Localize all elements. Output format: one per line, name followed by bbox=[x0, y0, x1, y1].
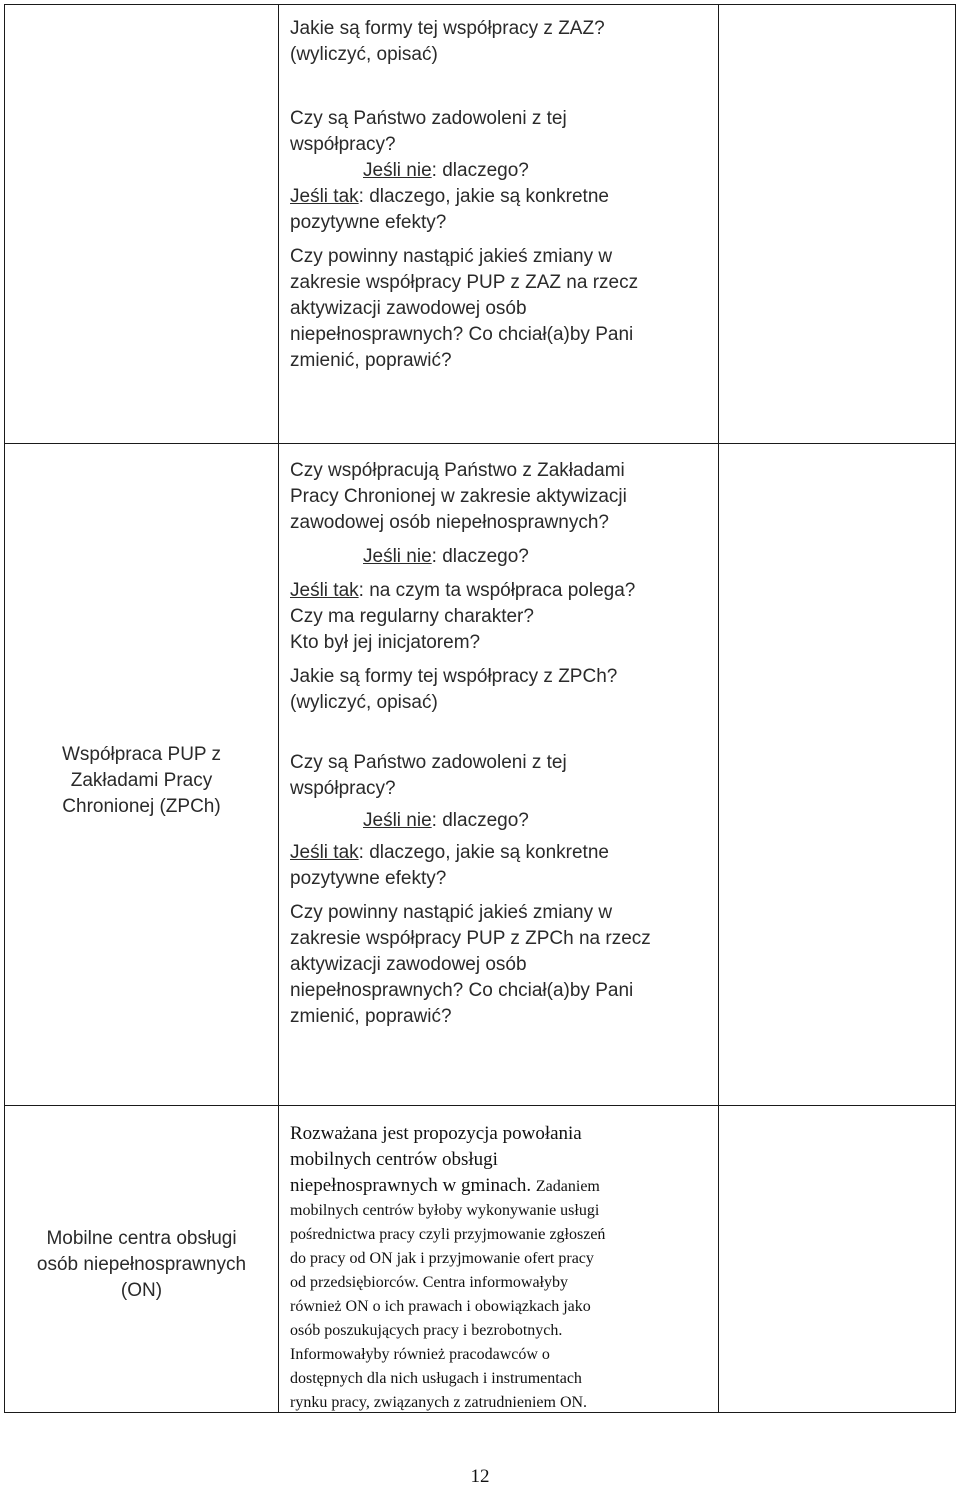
topic-line-1: Współpraca PUP z bbox=[61, 744, 222, 765]
question-satisfaction-1: Czy są Państwo zadowoleni z tej bbox=[290, 752, 567, 773]
question-forms-zaz-2: (wyliczyć, opisać) bbox=[290, 44, 438, 65]
initiator-question: Kto był jej inicjatorem? bbox=[290, 632, 481, 653]
if-no-line: Jeśli nie: dlaczego? bbox=[363, 546, 529, 567]
topic-line-3: Chronionej (ZPCh) bbox=[62, 796, 221, 817]
question-changes-1: Czy powinny nastąpić jakieś zmiany w bbox=[290, 902, 613, 923]
topic-line-2: Zakładami Pracy bbox=[70, 770, 213, 791]
body-line-6: osób poszukujących pracy i bezrobotnych. bbox=[290, 1322, 563, 1339]
topic-line-1: Mobilne centra obsługi bbox=[46, 1228, 237, 1249]
question-changes-5: zmienić, poprawić? bbox=[290, 350, 452, 371]
row1-questions bbox=[290, 16, 710, 374]
body-line-9: rynku pracy, związanych z zatrudnieniem ON. bbox=[290, 1394, 588, 1411]
if-yes-line: Jeśli tak: dlaczego, jakie są konkretne bbox=[290, 186, 609, 207]
intro-line-2: mobilnych centrów obsługi bbox=[290, 1149, 498, 1170]
body-line-4: od przedsiębiorców. Centra informowałyby bbox=[290, 1274, 568, 1291]
if-yes-line-2: Jeśli tak: dlaczego, jakie są konkretne bbox=[290, 842, 609, 863]
body-line-5: również ON o ich prawach i obowiązkach jako bbox=[290, 1298, 591, 1315]
if-yes-line-2b: pozytywne efekty? bbox=[290, 868, 447, 889]
question-satisfaction-1: Czy są Państwo zadowoleni z tej bbox=[290, 108, 567, 129]
if-yes-line-2: pozytywne efekty? bbox=[290, 212, 447, 233]
if-no-line-2: Jeśli nie: dlaczego? bbox=[363, 810, 529, 831]
if-yes-line: Jeśli tak: na czym ta współpraca polega? bbox=[290, 580, 636, 601]
regular-question: Czy ma regularny charakter? bbox=[290, 606, 534, 627]
body-line-2: pośrednictwa pracy czyli przyjmowanie zgłoszeń bbox=[290, 1226, 606, 1243]
question-forms-zpch-2: (wyliczyć, opisać) bbox=[290, 692, 438, 713]
question-changes-3: aktywizacji zawodowej osób bbox=[290, 298, 527, 319]
page-number: 12 bbox=[470, 1466, 490, 1487]
question-changes-3: aktywizacji zawodowej osób bbox=[290, 954, 527, 975]
body-line-7: Informowałyby również pracodawców o bbox=[290, 1346, 550, 1363]
question-changes-2: zakresie współpracy PUP z ZAZ na rzecz bbox=[290, 272, 639, 293]
question-changes-2: zakresie współpracy PUP z ZPCh na rzecz bbox=[290, 928, 651, 949]
intro-line-1: Rozważana jest propozycja powołania bbox=[290, 1123, 582, 1144]
row2-questions bbox=[290, 458, 710, 1030]
intro-line-3: niepełnosprawnych w gminach. Zadaniem bbox=[290, 1175, 600, 1196]
question-changes-1: Czy powinny nastąpić jakieś zmiany w bbox=[290, 246, 613, 267]
if-no-line: Jeśli nie: dlaczego? bbox=[363, 160, 529, 181]
question-changes-4: niepełnosprawnych? Co chciał(a)by Pani bbox=[290, 324, 634, 345]
question-satisfaction-2: współpracy? bbox=[290, 134, 396, 155]
topic-line-2: osób niepełnosprawnych bbox=[36, 1254, 247, 1275]
question-satisfaction-2: współpracy? bbox=[290, 778, 396, 799]
question-cooperation-3: zawodowej osób niepełnosprawnych? bbox=[290, 512, 609, 533]
question-changes-4: niepełnosprawnych? Co chciał(a)by Pani bbox=[290, 980, 634, 1001]
question-forms-zpch-1: Jakie są formy tej współpracy z ZPCh? bbox=[290, 666, 618, 687]
body-line-1: mobilnych centrów byłoby wykonywanie usługi bbox=[290, 1202, 600, 1219]
question-cooperation-2: Pracy Chronionej w zakresie aktywizacji bbox=[290, 486, 627, 507]
question-forms-zaz-1: Jakie są formy tej współpracy z ZAZ? bbox=[290, 18, 605, 39]
question-changes-5: zmienić, poprawić? bbox=[290, 1006, 452, 1027]
row2-topic bbox=[5, 742, 278, 820]
question-cooperation-1: Czy współpracują Państwo z Zakładami bbox=[290, 460, 625, 481]
body-line-8: dostępnych dla nich usługach i instrumentach bbox=[290, 1370, 582, 1387]
row3-description bbox=[290, 1121, 714, 1415]
row3-topic bbox=[5, 1226, 278, 1304]
topic-line-3: (ON) bbox=[120, 1280, 163, 1301]
body-line-3: do pracy od ON jak i przyjmowanie ofert pracy bbox=[290, 1250, 594, 1267]
